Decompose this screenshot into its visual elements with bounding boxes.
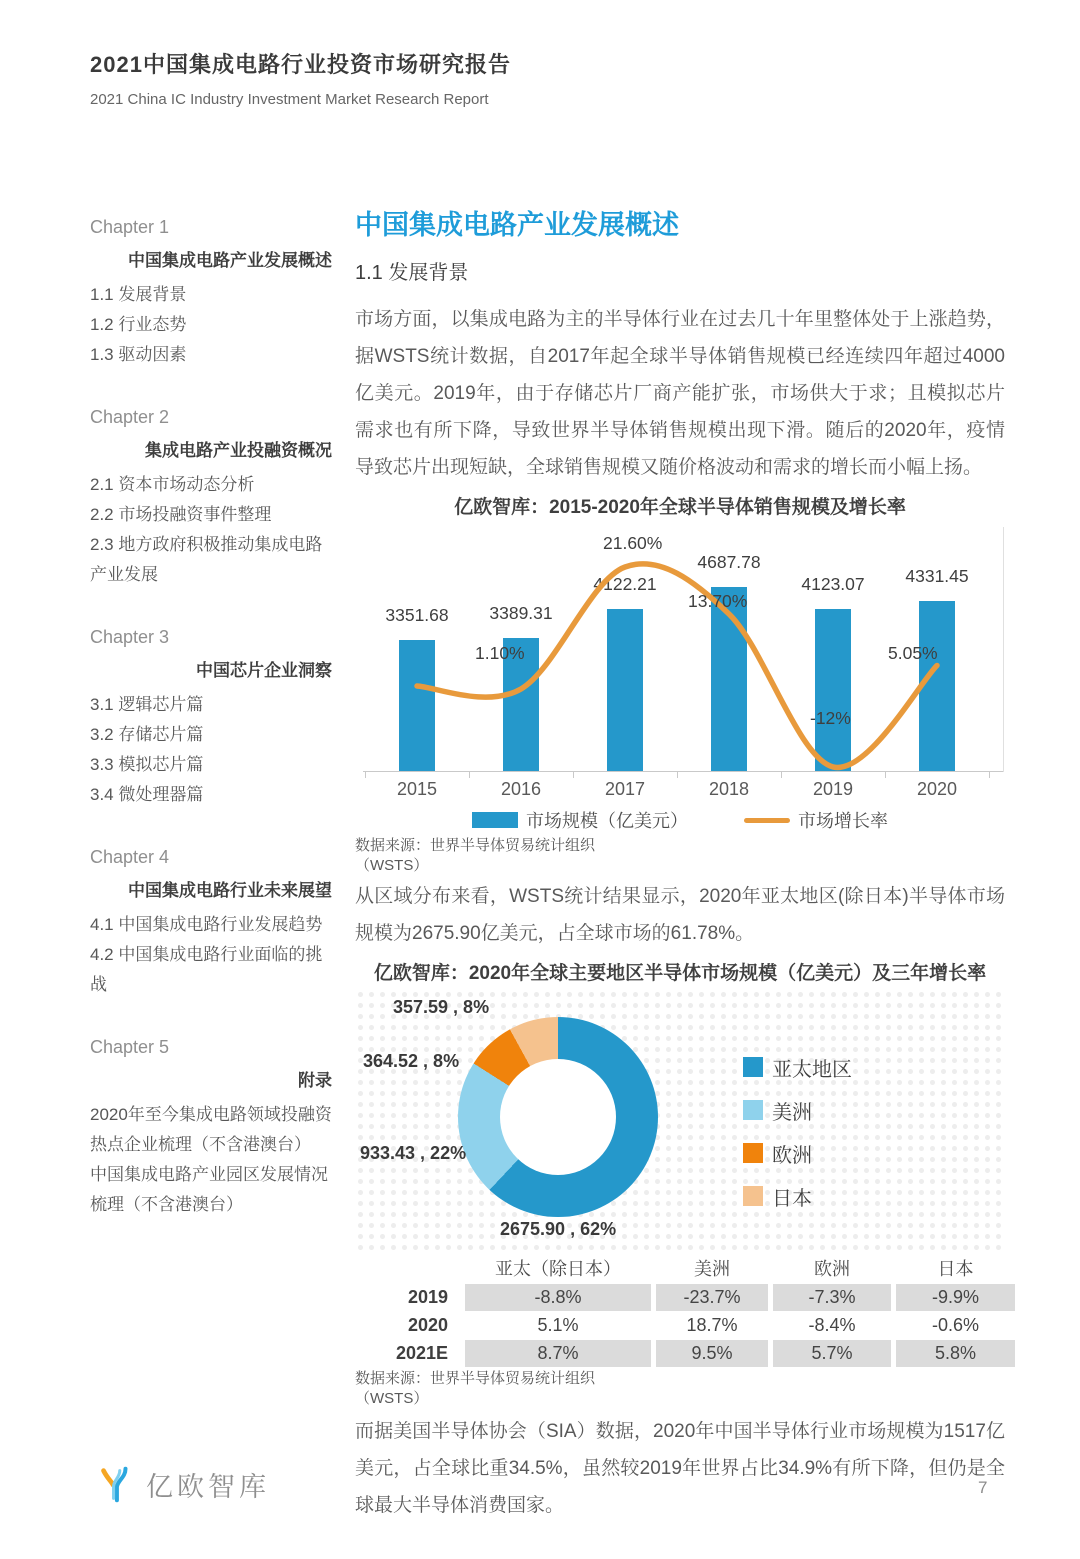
bar-swatch [472, 812, 518, 828]
axis-tick [989, 772, 990, 778]
footer-logo [94, 1462, 270, 1506]
sidebar-item[interactable]: 1.1 发展背景 [90, 285, 187, 304]
donut-legend-swatch [743, 1057, 763, 1077]
table-row [390, 1284, 1005, 1311]
table-corner-cell [390, 1253, 460, 1283]
growth-value-label: -12% [810, 708, 851, 728]
sidebar-item[interactable]: 3.1 逻辑芯片篇 [90, 695, 204, 714]
main-content [355, 203, 1005, 1524]
chapter-block [90, 1032, 332, 1220]
donut-legend-label: 美洲 [772, 1101, 812, 1124]
donut-slice-label: 364.52 , 8% [363, 1051, 460, 1071]
subsection-title: 1.1 发展背景 [355, 262, 469, 284]
donut-hole [500, 1059, 616, 1175]
paragraph-sia: 而据美国半导体协会（SIA）数据，2020年中国半导体行业市场规模为1517亿美元，占全球比重34.5%，虽然较2019年世界占比34.9%有所下降，但仍是全球最大半导体消费国家。 [355, 1421, 1005, 1516]
donut-chart-title: 亿欧智库：2020年全球主要地区半导体市场规模（亿美元）及三年增长率 [373, 963, 987, 984]
growth-value-label: 1.10% [475, 643, 525, 663]
table-cell: -23.7% [656, 1284, 768, 1311]
paragraph-region: 从区域分布来看，WSTS统计结果显示，2020年亚太地区(除日本)半导体市场规模为2675.90亿美元，占全球市场的61.78%。 [355, 886, 1005, 944]
sidebar-item[interactable]: 1.2 行业态势 [90, 315, 187, 334]
growth-value-label: 5.05% [888, 643, 938, 663]
x-axis-label: 2020 [916, 779, 958, 799]
report-title-zh: 2021中国集成电路行业投资市场研究报告 [90, 52, 511, 77]
growth-value-label: 13.70% [688, 591, 748, 611]
chapter-label: Chapter 5 [90, 1037, 170, 1057]
legend-item-growth-rate [744, 807, 888, 833]
table-cell: 9.5% [656, 1340, 768, 1367]
chapter-label: Chapter 1 [90, 217, 170, 237]
report-header [90, 48, 990, 108]
sidebar-item[interactable]: 3.4 微处理器篇 [90, 785, 204, 804]
bar-line-chart [355, 492, 1005, 876]
axis-tick [677, 772, 678, 778]
chapter-title: 附录 [298, 1071, 332, 1090]
table-column-header: 亚太（除日本） [495, 1259, 621, 1279]
bar-chart-plot [355, 527, 1005, 772]
bar-value-label: 3389.31 [489, 603, 553, 623]
axis-tick [885, 772, 886, 778]
table-cell: 8.7% [465, 1340, 651, 1367]
sidebar-item[interactable]: 4.1 中国集成电路行业发展趋势 [90, 915, 323, 934]
chapter-label: Chapter 4 [90, 847, 170, 867]
bar-chart-title: 亿欧智库：2015-2020年全球半导体销售规模及增长率 [454, 497, 906, 518]
donut-legend-label: 日本 [772, 1187, 812, 1210]
chapter-block [90, 622, 332, 810]
bar-value-label: 4687.78 [697, 552, 761, 572]
table-row [390, 1340, 1005, 1367]
axis-tick [469, 772, 470, 778]
table-cell: 5.1% [537, 1315, 579, 1335]
chapter-block [90, 842, 332, 1000]
x-axis-label: 2018 [708, 779, 750, 799]
donut-legend-item [743, 1055, 852, 1079]
yiou-logo-icon [94, 1462, 136, 1506]
donut-legend-swatch [743, 1100, 763, 1120]
sidebar [90, 212, 332, 1252]
donut-slice-label: 2675.90 , 62% [500, 1219, 617, 1239]
sidebar-item[interactable]: 2.3 地方政府积极推动集成电路产业发展 [90, 535, 323, 584]
bar-value-label: 4123.07 [801, 574, 865, 594]
donut-chart [355, 989, 1005, 1251]
page-title: 中国集成电路产业发展概述 [355, 210, 679, 240]
donut-slice-label: 357.59 , 8% [393, 997, 490, 1017]
table-cell: -8.8% [465, 1284, 651, 1311]
growth-value-label: 21.60% [603, 533, 663, 553]
report-title-en: 2021 China IC Industry Investment Market Research Report [90, 91, 489, 108]
table-cell: -8.4% [808, 1315, 856, 1335]
table-row-label: 2021E [395, 1343, 448, 1363]
table-header-row [390, 1253, 1005, 1283]
paragraph-market: 市场方面，以集成电路为主的半导体行业在过去几十年里整体处于上涨趋势，据WSTS统计数据，自2017年起全球半导体销售规模已经连续四年超过4000亿美元。2019年，由于存储芯片厂商产能扩张，市场供大于求；且模拟芯片需求也有所下降，导致世界半导体销售规模出现下滑。随后的2020年，疫情导致芯片出现短缺，全球销售规模又随价格波动和需求的增长而小幅上扬。 [355, 309, 1005, 478]
donut-legend-item [743, 1184, 852, 1208]
legend-label: 市场规模（亿美元） [526, 811, 688, 831]
chapter-block [90, 212, 332, 370]
table-column-header: 美洲 [694, 1259, 730, 1279]
table-row-label: 2020 [407, 1315, 448, 1335]
chapter-label: Chapter 3 [90, 627, 170, 647]
sidebar-item[interactable]: 中国集成电路产业园区发展情况梳理（不含港澳台） [90, 1165, 328, 1214]
table-row-label: 2019 [407, 1287, 448, 1307]
sidebar-item[interactable]: 1.3 驱动因素 [90, 345, 187, 364]
table-cell: -9.9% [896, 1284, 1015, 1311]
donut-legend-item [743, 1098, 852, 1122]
legend-label: 市场增长率 [798, 811, 888, 831]
sidebar-item[interactable]: 4.2 中国集成电路行业面临的挑战 [90, 945, 323, 994]
chapter-block [90, 402, 332, 590]
table-cell: -0.6% [931, 1315, 980, 1335]
table-cell: 18.7% [686, 1315, 738, 1335]
chapter-label: Chapter 2 [90, 407, 170, 427]
donut-legend-swatch [743, 1186, 763, 1206]
growth-rate-table [390, 1253, 1005, 1367]
source-note-1: 数据来源：世界半导体贸易统计组织 （WSTS） [355, 837, 596, 874]
axis-tick [365, 772, 366, 778]
chapter-title: 中国集成电路行业未来展望 [128, 881, 332, 900]
donut-legend-label: 欧洲 [772, 1144, 812, 1167]
sidebar-item[interactable]: 2.2 市场投融资事件整理 [90, 505, 272, 524]
axis-tick [781, 772, 782, 778]
table-cell: -7.3% [773, 1284, 891, 1311]
donut-legend [743, 1055, 852, 1227]
chapter-title: 中国芯片企业洞察 [196, 661, 332, 680]
bar-value-label: 4122.21 [593, 574, 657, 594]
axis-tick [573, 772, 574, 778]
table-cell: 5.7% [773, 1340, 891, 1367]
table-column-header: 欧洲 [814, 1259, 850, 1279]
bar-chart-x-axis [355, 772, 1005, 802]
donut-legend-swatch [743, 1143, 763, 1163]
sidebar-item[interactable]: 3.3 模拟芯片篇 [90, 755, 204, 774]
bar-value-label: 3351.68 [385, 605, 449, 625]
x-axis-label: 2016 [500, 779, 542, 799]
legend-item-market-size [472, 807, 688, 833]
bar-chart-legend [355, 806, 1005, 834]
x-axis-label: 2015 [396, 779, 438, 799]
sidebar-item[interactable]: 2.1 资本市场动态分析 [90, 475, 255, 494]
chapter-title: 中国集成电路产业发展概述 [128, 251, 332, 270]
sidebar-item[interactable]: 2020年至今集成电路领域投融资热点企业梳理（不含港澳台） [90, 1105, 332, 1154]
bar-value-label: 4331.45 [905, 566, 969, 586]
line-swatch [744, 818, 790, 823]
chapter-title: 集成电路产业投融资概况 [145, 441, 332, 460]
table-row [390, 1312, 1005, 1339]
donut-legend-label: 亚太地区 [772, 1058, 852, 1081]
page-number: 7 [978, 1478, 988, 1497]
table-column-header: 日本 [937, 1259, 974, 1279]
plot-right-border [1003, 527, 1004, 772]
donut-slice-label: 933.43 , 22% [360, 1143, 467, 1163]
table-cell: 5.8% [896, 1340, 1015, 1367]
donut-legend-item [743, 1141, 852, 1165]
sidebar-item[interactable]: 3.2 存储芯片篇 [90, 725, 204, 744]
x-axis-label: 2019 [812, 779, 854, 799]
source-note-2: 数据来源：世界半导体贸易统计组织 （WSTS） [355, 1370, 596, 1407]
x-axis-label: 2017 [604, 779, 646, 799]
footer-logo-text: 亿欧智库 [146, 1471, 270, 1502]
